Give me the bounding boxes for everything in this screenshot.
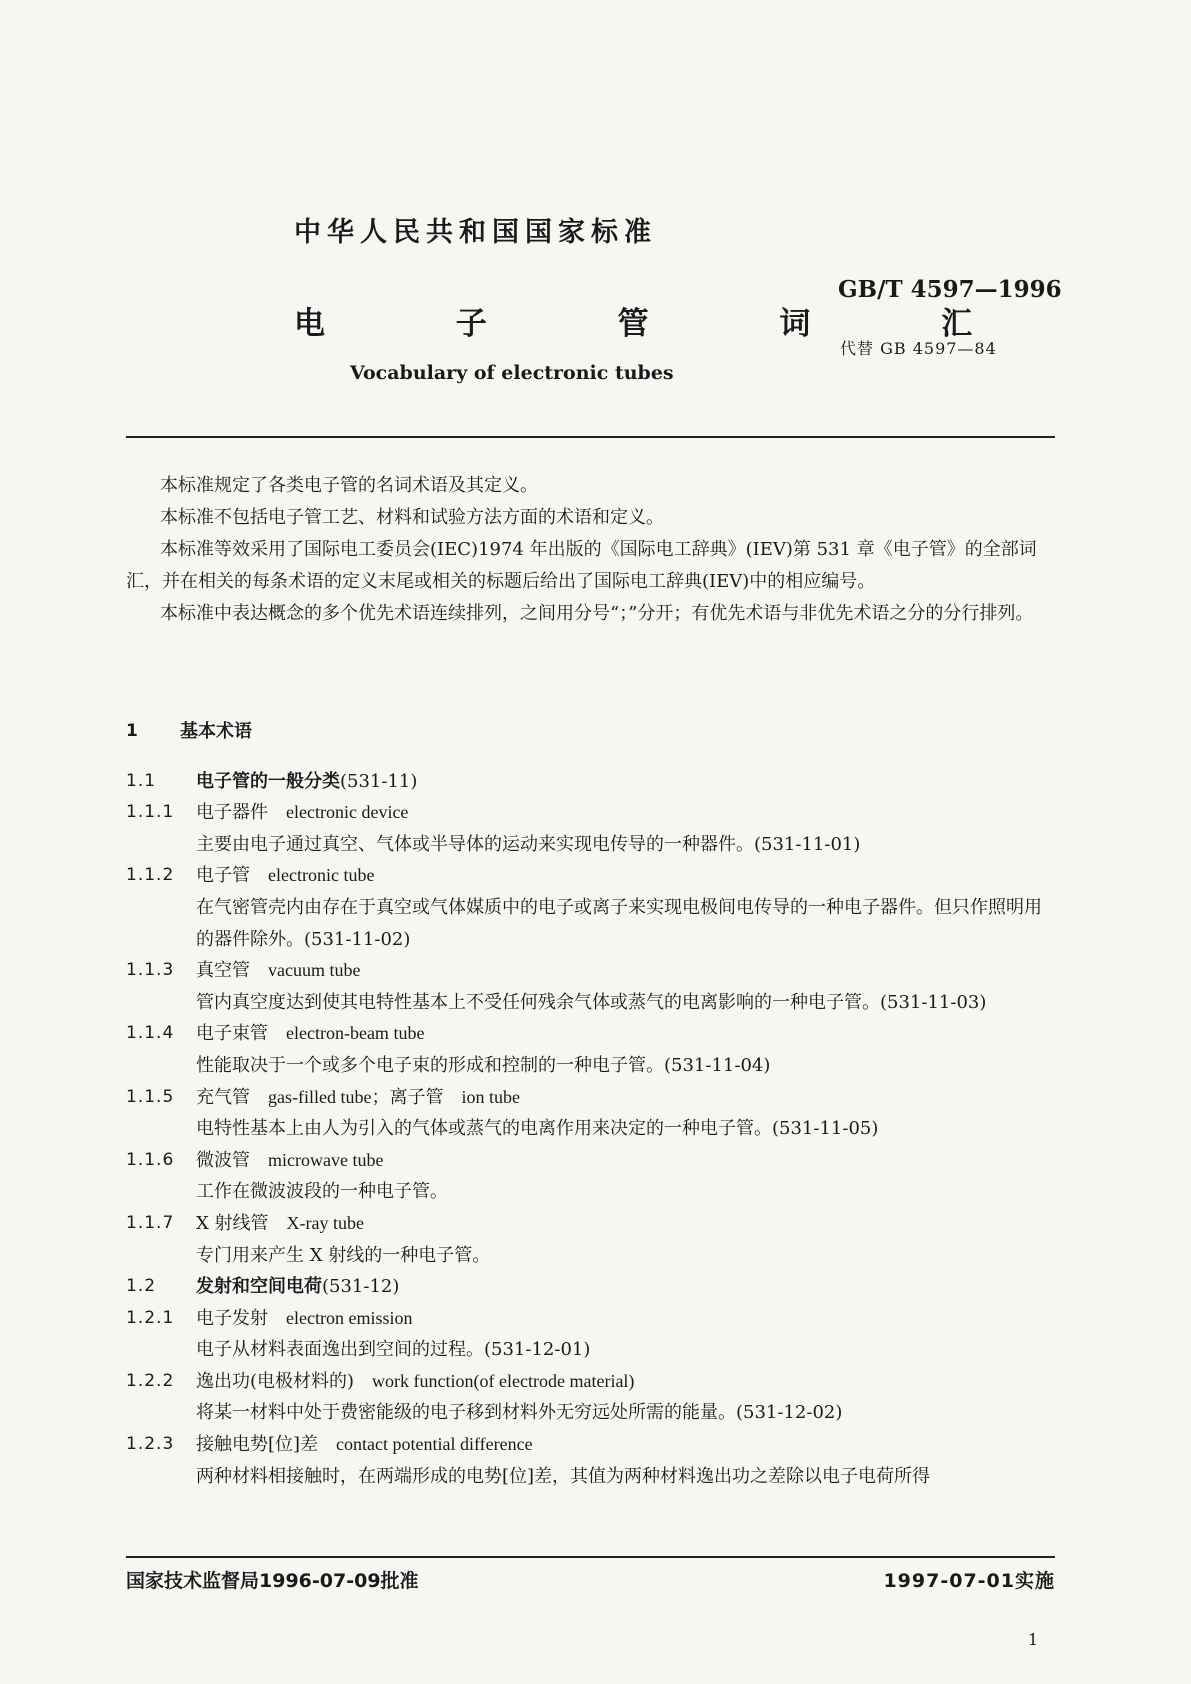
term-number: 1.2.3 [126, 1434, 175, 1455]
term-en: work function(of electrode material) [372, 1370, 635, 1391]
content [126, 716, 1056, 1492]
term-cn: X 射线管 [196, 1212, 269, 1234]
subsection-ref: (531-11) [340, 770, 418, 792]
term-number: 1.2.1 [126, 1307, 175, 1328]
org-title: 中华人民共和国国家标准 [294, 217, 657, 248]
term-definition: 工作在微波波段的一种电子管。 [196, 1181, 448, 1203]
term-definition: 两种材料相接触时，在两端形成的电势[位]差，其值为两种材料逸出功之差除以电子电荷所得 [196, 1465, 931, 1487]
term-number: 1.1.3 [126, 960, 175, 981]
section-title: 基本术语 [180, 721, 252, 742]
term-cn: 充气管 [196, 1086, 250, 1108]
intro-paragraph: 本标准不包括电子管工艺、材料和试验方法方面的术语和定义。 [160, 507, 664, 528]
term-cn: 电子器件 [196, 802, 268, 824]
subsection-number: 1.2 [126, 1276, 157, 1297]
intro-paragraph: 本标准规定了各类电子管的名词术语及其定义。 [160, 475, 538, 496]
term-number: 1.1.7 [126, 1212, 175, 1233]
term-cn: 电子管 [196, 865, 250, 887]
term-en: gas-filled tube；离子管 ion tube [268, 1086, 520, 1107]
section-number: 1 [126, 721, 139, 741]
subsection-heading [126, 1271, 1056, 1303]
intro [126, 470, 1056, 630]
term-cn: 逸出功(电极材料的) [196, 1370, 355, 1392]
subsection-heading [126, 766, 1056, 798]
term-en: electron-beam tube [286, 1023, 425, 1044]
intro-paragraph: 本标准中表达概念的多个优先术语连续排列，之间用分号“；”分开；有优先术语与非优先术语之分的分行排列。 [160, 603, 1034, 624]
header-rule [126, 436, 1055, 438]
term-entry [126, 1018, 1056, 1081]
term-definition: 将某一材料中处于费密能级的电子移到材料外无穷远处所需的能量。(531-12-02) [196, 1402, 843, 1424]
term-definition: 性能取决于一个或多个电子束的形成和控制的一种电子管。(531-11-04) [196, 1054, 771, 1076]
approval-note: 国家技术监督局1996-07-09批准 [126, 1570, 419, 1592]
term-cn: 电子束管 [196, 1023, 268, 1045]
term-entry [126, 1429, 1056, 1492]
page-number: 1 [1028, 1630, 1039, 1649]
term-number: 1.1.4 [126, 1023, 175, 1044]
subsection-title: 电子管的一般分类 [196, 770, 340, 792]
term-number: 1.1.1 [126, 802, 175, 823]
term-number: 1.2.2 [126, 1370, 175, 1391]
term-cn: 电子发射 [196, 1307, 268, 1329]
term-en: electronic device [286, 802, 409, 823]
term-definition: 电子从材料表面逸出到空间的过程。(531-12-01) [196, 1339, 591, 1361]
term-en: contact potential difference [336, 1434, 533, 1455]
term-entry [126, 955, 1056, 1018]
term-entry [126, 797, 1056, 860]
standard-number: GB/T 4597—1996 [838, 276, 1062, 303]
term-definition: 管内真空度达到使其电特性基本上不受任何残余气体或蒸气的电离影响的一种电子管。(531-11-03) [196, 991, 987, 1013]
term-entry [126, 1303, 1056, 1366]
intro-paragraph: 本标准等效采用了国际电工委员会(IEC)1974 年出版的《国际电工辞典》(IEV)第 531 章《电子管》的全部词汇，并在相关的每条术语的定义末尾或相关的标题后给出了国际电工辞典(IEV)中的相应编号。 [126, 539, 1037, 592]
document-title-cn: 电 子 管 词 汇 [294, 306, 1013, 342]
term-definition: 主要由电子通过真空、气体或半导体的运动来实现电传导的一种器件。(531-11-01) [196, 833, 861, 855]
term-number: 1.1.2 [126, 865, 175, 886]
term-entry [126, 1208, 1056, 1271]
term-definition: 在气密管壳内由存在于真空或气体媒质中的电子或离子来实现电极间电传导的一种电子器件。但只作照明用的器件除外。(531-11-02) [196, 896, 1042, 950]
term-entry [126, 1082, 1056, 1145]
replaces-note: 代替 GB 4597—84 [840, 339, 997, 358]
term-en: electron emission [286, 1307, 413, 1328]
term-definition: 电特性基本上由人为引入的气体或蒸气的电离作用来决定的一种电子管。(531-11-05) [196, 1118, 879, 1140]
document-title-en: Vocabulary of electronic tubes [350, 362, 674, 384]
term-en: X-ray tube [286, 1212, 365, 1233]
term-number: 1.1.6 [126, 1149, 175, 1170]
term-cn: 微波管 [196, 1149, 250, 1171]
term-entry [126, 860, 1056, 955]
section-heading [126, 716, 1056, 748]
subsection-number: 1.1 [126, 770, 157, 791]
term-cn: 接触电势[位]差 [196, 1434, 319, 1456]
term-entry [126, 1145, 1056, 1208]
term-en: electronic tube [268, 865, 375, 886]
term-entry [126, 1366, 1056, 1429]
term-cn: 真空管 [196, 960, 250, 982]
term-en: vacuum tube [268, 960, 361, 981]
term-number: 1.1.5 [126, 1086, 175, 1107]
term-en: microwave tube [268, 1149, 384, 1170]
subsection-title: 发射和空间电荷 [196, 1276, 322, 1298]
subsection-ref: (531-12) [322, 1276, 400, 1298]
footer-rule [126, 1556, 1055, 1558]
effective-date: 1997-07-01实施 [883, 1570, 1055, 1592]
term-definition: 专门用来产生 X 射线的一种电子管。 [196, 1244, 491, 1266]
